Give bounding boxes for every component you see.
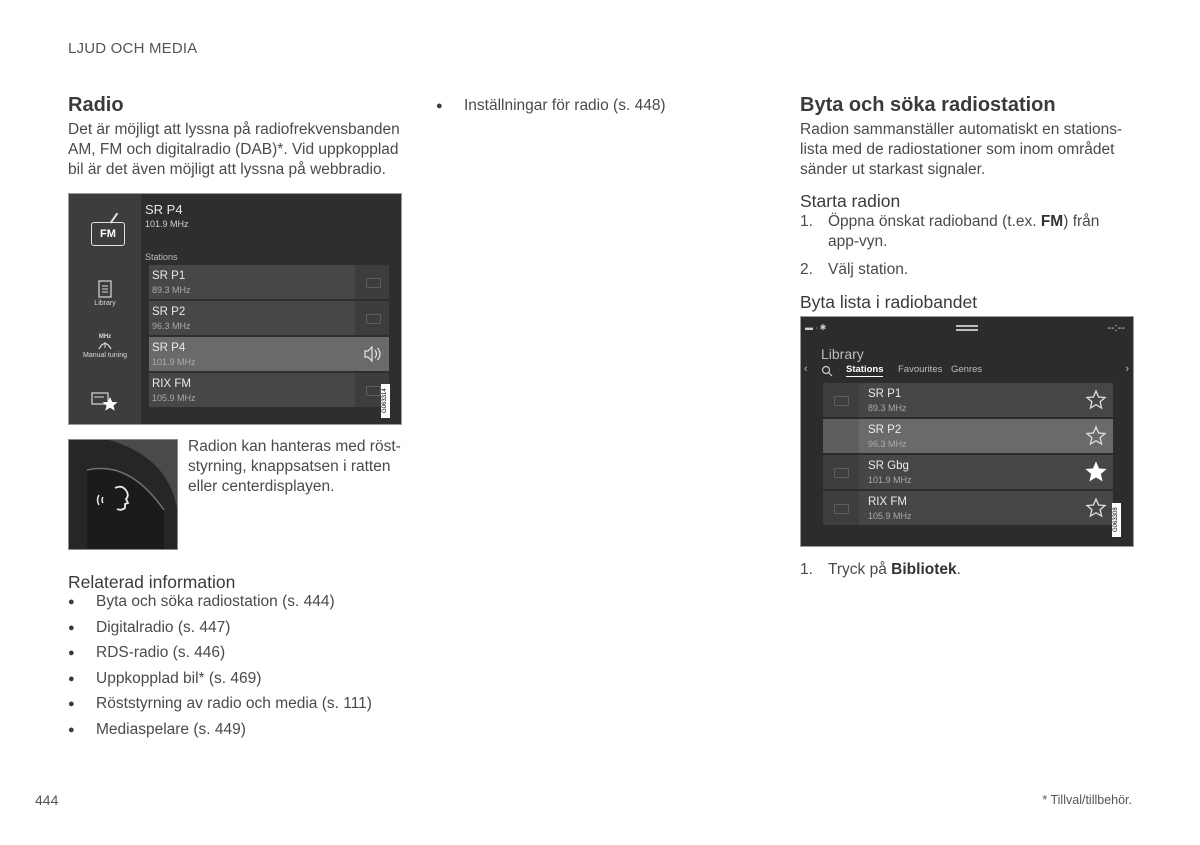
step-text: ) från app-vyn. [828,213,1100,250]
step-text: . [956,561,961,578]
star-outline-icon[interactable] [1085,389,1107,411]
radio-screen-illustration [68,193,402,425]
related-link[interactable]: ● Uppkopplad bil* (s. 469) [68,669,408,695]
library-icon [69,280,141,307]
middle-list [436,96,666,122]
voice-button-photo [68,439,178,550]
library-screen-illustration [800,316,1134,547]
tab-stations[interactable]: Stations [846,364,884,375]
station-name: SR P1 [868,388,902,400]
library-label: Library [94,300,116,307]
related-list [68,592,408,745]
station-row[interactable] [149,301,389,335]
step-number: 1. [800,561,813,578]
station-art-icon [834,504,849,514]
related-link[interactable]: ● Röststyrning av radio och media (s. 111) [68,694,408,720]
tab-genres[interactable]: Genres [951,364,983,375]
manual-tuning-icon [69,334,141,359]
star-filled-icon[interactable] [1085,461,1107,483]
search-icon[interactable] [821,364,833,382]
figure-code: G063308 [1112,503,1121,537]
step-text: Tryck på [828,561,892,578]
voice-caption: Radion kan hanteras med röst-styrning, knappsatsen i ratten eller centerdisplayen. [188,438,401,495]
station-name: SR Gbg [868,460,909,472]
star-outline-icon[interactable] [1085,497,1107,519]
tab-favourites[interactable]: Favourites [898,364,943,375]
manual-tuning-label: Manual tuning [83,352,127,359]
footnote: * Tillval/tillbehör. [1042,793,1132,807]
station-art-icon [834,396,849,406]
step-item [800,260,1130,280]
station-name: SR P2 [152,306,186,318]
related-link[interactable]: ● RDS-radio (s. 446) [68,643,408,669]
related-link[interactable]: ● Mediaspelare (s. 449) [68,720,408,746]
station-row[interactable] [823,491,1113,525]
station-frequency: 101.9 MHz [868,475,912,485]
step-text: Välj station. [828,261,909,278]
station-row[interactable] [823,455,1113,489]
related-link[interactable]: ● Byta och söka radiostation (s. 444) [68,592,408,618]
station-frequency: 96.3 MHz [868,439,907,449]
related-heading: Relaterad information [68,572,236,592]
starta-steps [800,212,1130,288]
station-row-playing[interactable] [149,337,389,371]
radio-heading: Radio [68,94,124,116]
step-number: 2. [800,261,813,278]
starta-heading: Starta radion [800,191,901,211]
signal-icon: ▬ ∙ ✱ [805,323,827,332]
lista-steps [800,560,1130,588]
station-frequency: 89.3 MHz [152,285,191,295]
step-item [800,560,1130,580]
radio-main [145,194,391,424]
section-header: LJUD OCH MEDIA [68,40,198,57]
byta-intro: Radion sammanställer automatiskt en stations-lista med de radiostationer som inom området sänder ut starkast signaler. [800,121,1123,178]
station-art-icon [366,386,381,396]
station-name: RIX FM [868,496,907,508]
station-art-icon [366,278,381,288]
related-link[interactable]: ● Digitalradio (s. 447) [68,618,408,644]
station-art-icon [834,432,849,442]
chevron-left-icon[interactable]: ‹ [804,363,808,375]
lista-heading: Byta lista i radiobandet [800,292,978,312]
favourite-radio-icon [69,389,141,413]
mhz-badge: MHz [98,334,112,340]
chevron-right-icon[interactable]: › [1125,363,1129,375]
clock: --:-- [1107,322,1125,334]
step-bold: Bibliotek [891,561,957,578]
current-frequency: 101.9 MHz [145,219,189,229]
station-row[interactable] [149,265,389,299]
drag-handle[interactable] [956,325,978,327]
step-bold: FM [1040,213,1064,230]
figure-code: G063314 [381,384,390,418]
status-bar [801,317,1133,339]
speaker-icon [355,337,389,371]
related-link[interactable]: ● Inställningar för radio (s. 448) [436,96,666,122]
station-frequency: 105.9 MHz [152,393,196,403]
station-row[interactable] [149,373,389,407]
station-name: SR P2 [868,424,902,436]
station-row[interactable] [823,383,1113,417]
station-frequency: 101.9 MHz [152,357,196,367]
radio-intro: Det är möjligt att lyssna på radiofrekvensbanden AM, FM och digitalradio (DAB)*. Vid uppkopplad bil är det även möjligt att lyssna på webbradio. [68,121,400,178]
library-title: Library [821,346,864,362]
current-station: SR P4 [145,202,183,217]
radio-sidebar: FM Library MHz Manual tuning [69,194,141,424]
page-number: 444 [35,792,59,808]
step-number: 1. [800,213,813,230]
star-outline-icon[interactable] [1085,425,1107,447]
step-text: Öppna önskat radioband (t.ex. [828,213,1041,230]
station-row-selected[interactable] [823,419,1113,453]
station-frequency: 96.3 MHz [152,321,191,331]
station-name: SR P4 [152,342,186,354]
station-name: SR P1 [152,270,186,282]
station-frequency: 89.3 MHz [868,403,907,413]
station-name: RIX FM [152,378,191,390]
stations-label: Stations [145,252,178,262]
station-frequency: 105.9 MHz [868,511,912,521]
station-art-icon [834,468,849,478]
step-item [800,212,1130,252]
byta-heading: Byta och söka radiostation [800,94,1056,116]
station-art-icon [366,314,381,324]
